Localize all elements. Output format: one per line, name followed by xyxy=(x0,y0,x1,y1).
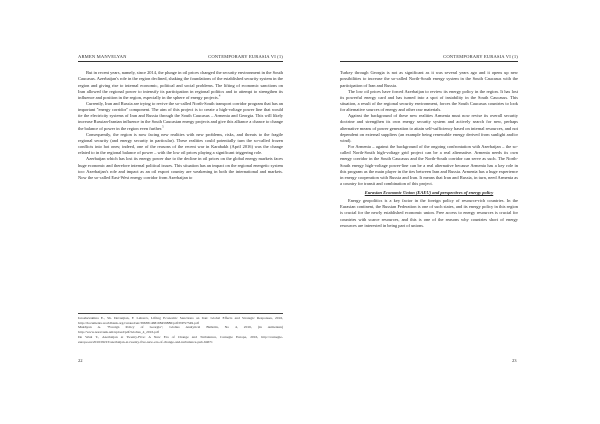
paragraph: Currently, Iran and Russia are trying to revive the so-called North-South transport corridor program that has an important "energy corridor" component. The aim of this project is to create a high-voltage power line that would tie the electricity systems of Iran and Russia through the South Caucasus – Armenia and Georgia. This will likely increase Russian-Iranian influence in the South Caucasian energy projects and give this alliance a chance to change the balance of power in the region even further.$^5$ xyxy=(78,100,284,131)
page-number-left: 22 xyxy=(78,358,83,363)
footnotes xyxy=(78,313,283,344)
paragraph: The low oil prices have forced Azerbaijan to review its energy policy in the region. It has lost its powerful energy card and has turned into a spot of instability in the South Caucasus. This situation, a result of the regional security environment, forces the South Caucasus countries to look for alternative sources of energy and other raw materials. xyxy=(340,88,518,113)
running-header xyxy=(78,54,283,62)
paragraph: But in recent years, namely, since 2014, the plunge in oil prices changed the security environment in the South Caucasus. Azerbaijan's role in the region declined, shaking the foundations of the established security system in the region and giving rise to internal economic, political and social problems. The lifting of economic sanctions on Iran allowed the regional power to intensify its participation in regional politics and to attempt to strengthen its influence and position in the region, especially in the sphere of energy projects.$^4$ xyxy=(78,70,283,100)
paragraph: For Armenia – against the background of the ongoing confrontation with Azerbaijan – the so-called North-South high-voltage grid project can be a real alternative. Armenia needs its own energy corridor in the South Caucasus and the North-South corridor can serve as such. The North-South energy high-voltage power-line can be a real alternative because Armenia has a key role in this program as the main player in the ties between Iran and Russia. Armenia has a huge experience in energy cooperation with Russia and Iran. It means that Iran and Russia, in turn, need Armenia as a country for transit and combination of this project. xyxy=(340,144,518,186)
page-number-right: 23 xyxy=(512,358,517,363)
paragraph: Consequently, the region is now facing new realities with new problems, risks, and threats to the fragile regional security (and energy security in particular). These realities could potentially turn the so-called frozen conflicts into hot ones; indeed, one of the reasons of the recent war in Karabakh (April 2016) was the change related to in the regional balance of power – with the low oil prices playing a significant triggering role. xyxy=(78,131,283,156)
footnote-marker: 5 xyxy=(162,124,164,129)
running-header xyxy=(340,54,518,62)
footnote: Iaroshevskiina E., Sh. Devanjian, F. Lahatov, Lifting Economic Sanctions on Iran: Global Effects and Strategic Responses, 2016, http://documents.worldbank.org/curated/en/396381468198459886/pdf/WPS7549.pdf xyxy=(78,316,283,325)
paragraph: Energy geopolitics is a key factor in the foreign policy of resource-rich countries. In the Eurasian continent, the Russian Federation is one of such states, and its energy policy in this region is crucial for the newly established economic union. Free access to energy resources is crucial for countries with scarce resources, and this is one of the reasons why countries short of energy resources are interested in being part of unions. xyxy=(340,198,518,228)
paragraph: Turkey through Georgia is not as significant as it was several years ago and it opens up new possibilities to increase the so-called North-South energy system in the South Caucasus with the participation of Iran and Russia. xyxy=(340,70,518,88)
footnote: De Waal T., Azerbaijan at Twenty-Five: A New Era of Change and Turbulence, Carnegie Europe, 2016, http://carnegie-europe.eu/2016/09/23/azerbaijan-at-twenty-five-new-era-of-change-and-turbulence-pub-64671 xyxy=(78,334,283,344)
header-author: ARMEN MANVELYAN xyxy=(78,54,127,59)
footnote: Mukhyan A. "Foreign Policy of Georgia", Globus Analytical Bulletin, No 4, 2016, (in Armenian) http://www.noravank.am/upload/pdf/Globus_4_2016.pdf xyxy=(78,325,283,335)
footnote-marker: 4 xyxy=(218,93,221,98)
header-journal: CONTEMPORARY EURASIA VI (1) xyxy=(208,54,283,59)
left-body-text xyxy=(78,70,283,181)
paragraph: Azerbaijan which has lost its energy power due to the decline in oil prices on the global energy markets faces huge economic and therefore internal political issues. This situation has an impact on the regional energetic system too: Azerbaijan's role and impact as an oil export country are weakening in both the international and markets. Now the so-called East-West energy corridor from Azerbaijan to xyxy=(78,156,283,180)
section-subheading: Eurasian Economic Union (EAEU) and perspectives of energy policy xyxy=(364,190,494,196)
right-body-text xyxy=(340,70,518,229)
right-page xyxy=(300,0,600,424)
paragraph: Against the background of these new realities Armenia must now revise its overall security doctrine and strengthen its own energy security system and actively search for new, perhaps alternative means of power generation to attain self-sufficiency based on internal resources, and not dependent on external suppliers (an example being renewable energy derived from sunlight and/or wind). xyxy=(340,113,518,143)
header-journal: CONTEMPORARY EURASIA VI (1) xyxy=(443,54,518,59)
